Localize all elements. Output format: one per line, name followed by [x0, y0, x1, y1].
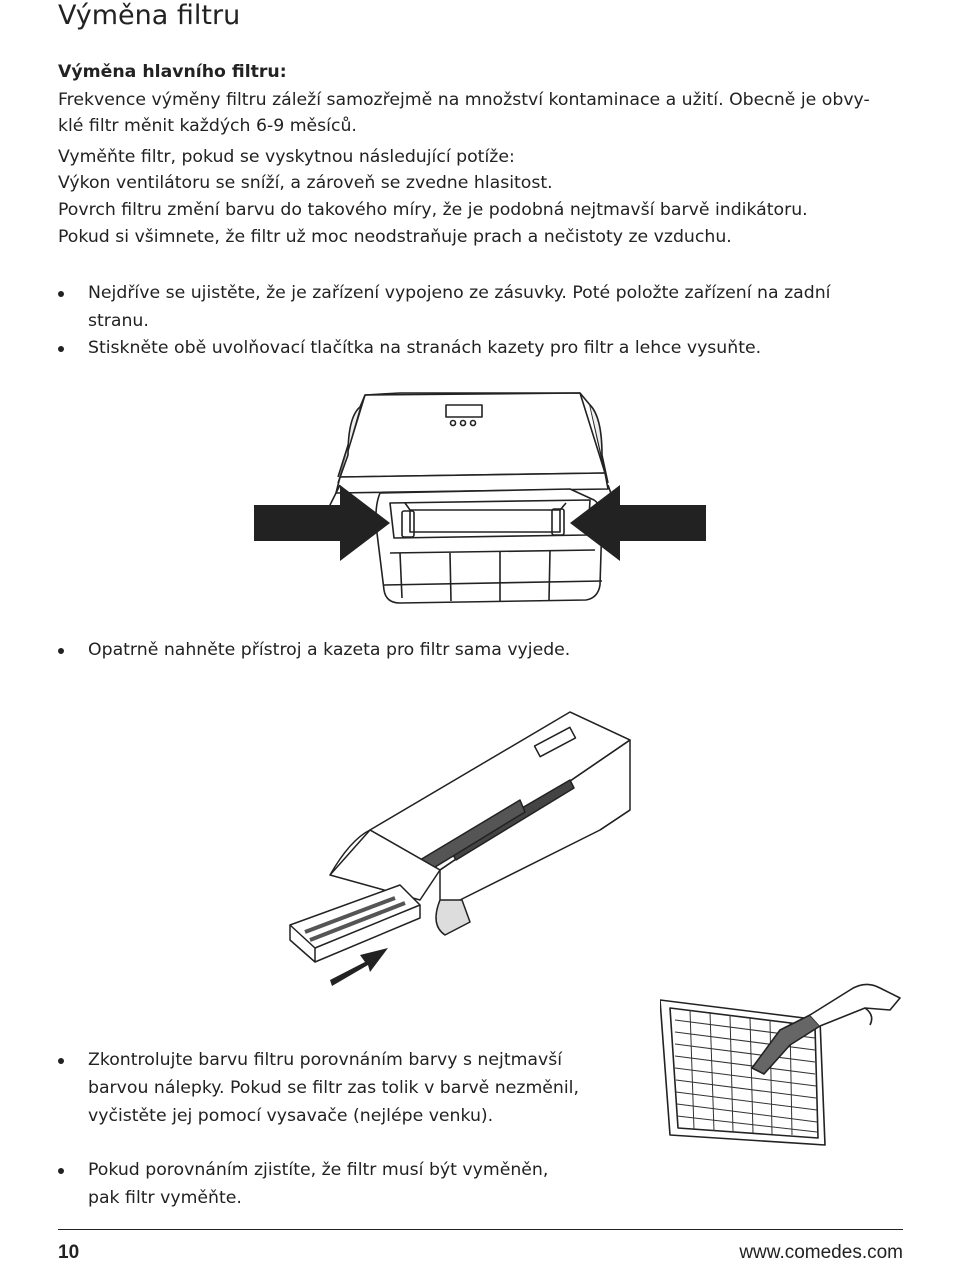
subheading-text: Výměna hlavního filtru: — [58, 62, 287, 82]
release-buttons-illustration — [250, 385, 710, 625]
intro-line: Výkon ventilátoru se sníží, a zároveň se zvedne hlasitost. — [58, 173, 553, 193]
list-item-text: Stiskněte obě uvolňovací tlačítka na stranách kazety pro filtr a lehce vysuňte. — [88, 338, 762, 358]
intro-line: Povrch filtru změní barvu do takového míry, že je podobná nejtmavší barvě indikátoru. — [58, 200, 808, 220]
intro-line: Pokud si všimnete, že filtr už moc neodstraňuje prach a nečistoty ze vzduchu. — [58, 227, 732, 247]
intro-line: klé filtr měnit každých 6-9 měsíců. — [58, 116, 357, 136]
bullet-dot — [58, 648, 64, 654]
intro-line: Frekvence výměny filtru záleží samozřejmě na množství kontaminace a užití. Obecně je obvy- — [58, 90, 870, 110]
list-item-text: stranu. — [88, 311, 149, 331]
list-item-text: Nejdříve se ujistěte, že je zařízení vypojeno ze zásuvky. Poté položte zařízení na zadní — [88, 283, 831, 303]
cassette-slide-out-illustration — [270, 700, 650, 1020]
subheading — [58, 59, 287, 85]
list-item-text: Pokud porovnáním zjistíte, že filtr musí být vyměněn, — [88, 1160, 549, 1180]
vacuum-filter-illustration — [660, 970, 910, 1170]
list-item-text: vyčistěte jej pomocí vysavače (nejlépe venku). — [88, 1106, 494, 1126]
footer-divider — [58, 1229, 903, 1230]
intro-line: Vyměňte filtr, pokud se vyskytnou následující potíže: — [58, 147, 515, 167]
page-title: Výměna filtru — [58, 0, 241, 31]
bullet-dot — [58, 1168, 64, 1174]
footer-website: www.comedes.com — [739, 1242, 903, 1263]
list-item-text: Zkontrolujte barvu filtru porovnáním barvy s nejtmavší — [88, 1050, 563, 1070]
page-number: 10 — [58, 1242, 80, 1263]
bullet-dot — [58, 346, 64, 352]
bullet-dot — [58, 1058, 64, 1064]
bullet-dot — [58, 291, 64, 297]
list-item-text: barvou nálepky. Pokud se filtr zas tolik v barvě nezměnil, — [88, 1078, 579, 1098]
list-item-text: Opatrně nahněte přístroj a kazeta pro filtr sama vyjede. — [88, 640, 571, 660]
list-item-text: pak filtr vyměňte. — [88, 1188, 242, 1208]
